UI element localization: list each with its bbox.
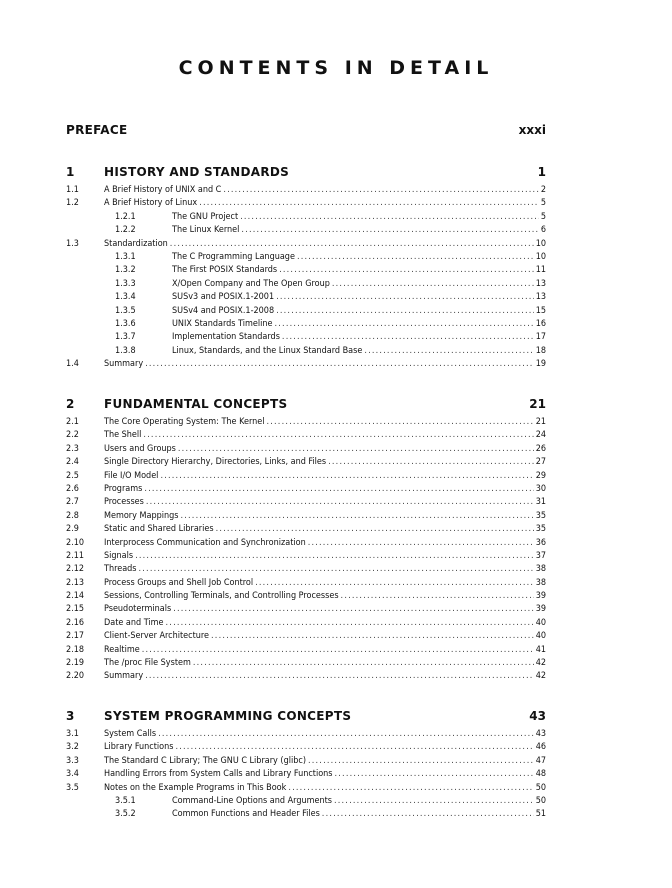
entry-title: Memory Mappings	[104, 510, 179, 521]
entry-number: 2.13	[66, 577, 85, 588]
entry-title: Signals	[104, 550, 134, 561]
chapter-number: 1	[66, 165, 75, 179]
entry-page: 42	[535, 671, 546, 682]
entry-page: 43	[535, 729, 546, 739]
toc-subsection-entry[interactable]	[0, 224, 672, 237]
entry-line	[104, 728, 546, 741]
entry-title: The Standard C Library; The GNU C Library (glibc)	[104, 755, 306, 766]
dot-leader	[266, 416, 533, 429]
chapter-heading[interactable]	[0, 165, 672, 181]
entry-title: The GNU Project	[172, 211, 239, 222]
dot-leader	[297, 251, 534, 264]
entry-page: 29	[535, 470, 546, 481]
entry-line	[172, 345, 546, 358]
entry-page: 21	[535, 417, 546, 427]
entry-page: 27	[535, 457, 546, 468]
entry-page: 38	[535, 564, 546, 575]
entry-page: 36	[535, 537, 546, 548]
toc-subsection-entry[interactable]	[0, 808, 672, 821]
entry-title: X/Open Company and The Open Group	[172, 278, 330, 289]
entry-page: 37	[535, 550, 546, 561]
toc-section-entry[interactable]	[0, 782, 672, 795]
entry-title: Command-Line Options and Arguments	[172, 795, 332, 806]
dot-leader	[146, 496, 534, 509]
entry-line	[104, 563, 546, 576]
toc-subsection-entry[interactable]	[0, 251, 672, 264]
entry-number: 1.3.6	[115, 318, 136, 329]
entry-title: File I/O Model	[104, 470, 159, 481]
entry-line	[172, 808, 546, 821]
entry-line	[172, 305, 546, 318]
entry-page: 48	[535, 769, 546, 780]
entry-number: 2.12	[66, 564, 85, 575]
entry-title: Programs	[104, 483, 143, 494]
entry-title: Linux, Standards, and the Linux Standard Base	[172, 345, 363, 356]
entry-page: 11	[535, 265, 546, 276]
entry-number: 1.2	[66, 198, 79, 209]
entry-line	[104, 550, 546, 563]
entry-page: 38	[535, 577, 546, 588]
entry-line	[104, 358, 546, 371]
chapter-heading[interactable]	[0, 709, 672, 725]
entry-title: Pseudoterminals	[104, 604, 172, 615]
entry-page: 19	[535, 359, 546, 370]
entry-title: A Brief History of UNIX and C	[104, 185, 222, 195]
entry-line	[104, 523, 546, 536]
toc-section-entry[interactable]	[0, 728, 672, 741]
entry-number: 3.2	[66, 742, 79, 753]
entry-title: Processes	[104, 497, 144, 508]
entry-number: 2.20	[66, 671, 85, 682]
entry-page: 13	[535, 292, 546, 303]
dot-leader	[276, 305, 534, 318]
entry-line	[104, 496, 546, 509]
toc-subsection-entry[interactable]	[0, 305, 672, 318]
entry-number: 2.4	[66, 457, 79, 468]
chapter-page: 21	[529, 397, 546, 411]
dot-leader	[178, 443, 534, 456]
entry-line	[104, 755, 546, 768]
entry-line	[172, 224, 546, 237]
entry-number: 3.5	[66, 782, 79, 793]
entry-number: 2.3	[66, 443, 79, 454]
toc-section-entry[interactable]	[0, 590, 672, 603]
entry-number: 2.7	[66, 497, 79, 508]
toc-section-entry[interactable]	[0, 741, 672, 754]
dot-leader	[334, 795, 534, 808]
toc-section-entry[interactable]	[0, 617, 672, 630]
entry-page: 51	[535, 809, 546, 820]
entry-number: 2.16	[66, 617, 85, 628]
dot-leader	[308, 537, 534, 550]
toc-section-entry[interactable]	[0, 496, 672, 509]
entry-page: 6	[540, 225, 546, 236]
entry-line	[104, 537, 546, 550]
entry-number: 1.2.2	[115, 225, 136, 236]
toc-section-entry[interactable]	[0, 603, 672, 616]
entry-title: Handling Errors from System Calls and Library Functions	[104, 769, 333, 780]
entry-line	[104, 470, 546, 483]
dot-leader	[135, 550, 534, 563]
entry-page: 46	[535, 742, 546, 753]
entry-title: UNIX Standards Timeline	[172, 318, 273, 329]
entry-line	[104, 644, 546, 657]
entry-line	[104, 197, 546, 210]
entry-number: 2.9	[66, 524, 79, 535]
dot-leader	[308, 755, 534, 768]
entry-number: 3.4	[66, 769, 79, 780]
entry-page: 30	[535, 483, 546, 494]
entry-number: 1.3.3	[115, 278, 136, 289]
dot-leader	[144, 483, 533, 496]
entry-page: 13	[535, 278, 546, 289]
toc-section-entry[interactable]	[0, 550, 672, 563]
entry-number: 1.3	[66, 238, 79, 249]
dot-leader	[332, 278, 534, 291]
dot-leader	[145, 670, 534, 683]
entry-title: Threads	[104, 564, 137, 575]
entry-number: 2.15	[66, 604, 85, 615]
entry-number: 1.4	[66, 359, 79, 370]
dot-leader	[364, 345, 533, 358]
toc-section-entry[interactable]	[0, 443, 672, 456]
toc-section-entry[interactable]	[0, 184, 672, 197]
dot-leader	[211, 630, 534, 643]
toc-section-entry[interactable]	[0, 657, 672, 670]
toc-entry-list	[0, 184, 672, 371]
entry-title: Common Functions and Header Files	[172, 809, 320, 820]
entry-number: 2.17	[66, 631, 85, 642]
entry-page: 50	[535, 795, 546, 806]
entry-page: 24	[535, 430, 546, 441]
entry-line	[104, 741, 546, 754]
entry-page: 18	[535, 345, 546, 356]
entry-page: 39	[535, 591, 546, 602]
chapter-1-section	[0, 165, 672, 371]
dot-leader	[241, 224, 538, 237]
entry-title: Date and Time	[104, 617, 164, 628]
entry-page: 10	[535, 238, 546, 249]
entry-title: Realtime	[104, 644, 140, 655]
chapter-2-section	[0, 397, 672, 684]
dot-leader	[255, 577, 534, 590]
entry-title: The Core Operating System: The Kernel	[104, 417, 265, 427]
toc-entry-list	[0, 728, 672, 822]
toc-section-entry[interactable]	[0, 429, 672, 442]
chapter-title: SYSTEM PROGRAMMING CONCEPTS	[104, 709, 352, 723]
toc-section-entry[interactable]	[0, 537, 672, 550]
dot-leader	[341, 590, 534, 603]
entry-title: SUSv4 and POSIX.1-2008	[172, 305, 275, 316]
entry-page: 16	[535, 318, 546, 329]
entry-page: 42	[535, 658, 546, 669]
chapter-title: FUNDAMENTAL CONCEPTS	[104, 397, 288, 411]
dot-leader	[143, 429, 533, 442]
entry-title: Summary	[104, 359, 144, 370]
entry-title: The /proc File System	[104, 658, 191, 669]
entry-line	[172, 211, 546, 224]
toc-entry-list	[0, 416, 672, 684]
toc-section-entry[interactable]	[0, 416, 672, 429]
toc-section-entry[interactable]	[0, 470, 672, 483]
toc-section-entry[interactable]	[0, 755, 672, 768]
entry-line	[172, 291, 546, 304]
toc-section-entry[interactable]	[0, 456, 672, 469]
entry-title: The First POSIX Standards	[172, 265, 278, 276]
entry-line	[104, 429, 546, 442]
entry-title: Summary	[104, 671, 144, 682]
entry-page: 41	[535, 644, 546, 655]
chapter-page: 43	[529, 709, 546, 723]
entry-page: 47	[535, 755, 546, 766]
toc-subsection-entry[interactable]	[0, 291, 672, 304]
entry-line	[104, 456, 546, 469]
entry-number: 2.14	[66, 591, 85, 602]
entry-title: SUSv3 and POSIX.1-2001	[172, 292, 275, 303]
dot-leader	[170, 238, 534, 251]
entry-number: 1.1	[66, 185, 79, 195]
dot-leader	[193, 657, 534, 670]
dot-leader	[240, 211, 539, 224]
dot-leader	[166, 617, 534, 630]
entry-page: 50	[535, 782, 546, 793]
toc-section-entry[interactable]	[0, 577, 672, 590]
chapter-number: 3	[66, 709, 75, 723]
dot-leader	[335, 768, 534, 781]
entry-number: 1.3.5	[115, 305, 136, 316]
entry-line	[104, 768, 546, 781]
entry-title: The Linux Kernel	[172, 225, 240, 236]
entry-title: Single Directory Hierarchy, Directories, Links, and Files	[104, 457, 327, 468]
dot-leader	[176, 741, 534, 754]
dot-leader	[180, 510, 533, 523]
entry-number: 2.10	[66, 537, 85, 548]
entry-number: 1.3.8	[115, 345, 136, 356]
toc-section-entry[interactable]	[0, 670, 672, 683]
toc-section-entry[interactable]	[0, 630, 672, 643]
toc-section-entry[interactable]	[0, 358, 672, 371]
entry-number: 2.2	[66, 430, 79, 441]
toc-section-entry[interactable]	[0, 644, 672, 657]
entry-line	[104, 483, 546, 496]
entry-number: 2.19	[66, 658, 85, 669]
toc-section-entry[interactable]	[0, 238, 672, 251]
entry-line	[172, 278, 546, 291]
entry-number: 3.1	[66, 729, 79, 739]
entry-title: The Shell	[104, 430, 142, 441]
toc-subsection-entry[interactable]	[0, 264, 672, 277]
entry-title: Process Groups and Shell Job Control	[104, 577, 254, 588]
entry-line	[104, 416, 546, 429]
preface-page: xxxi	[518, 123, 546, 137]
entry-line	[104, 590, 546, 603]
entry-title: Implementation Standards	[172, 332, 280, 343]
dot-leader	[142, 644, 534, 657]
entry-number: 2.11	[66, 550, 85, 561]
dot-leader	[139, 563, 534, 576]
entry-line	[104, 630, 546, 643]
entry-line	[104, 443, 546, 456]
dot-leader	[279, 264, 534, 277]
entry-title: Static and Shared Libraries	[104, 524, 214, 535]
entry-title: Notes on the Example Programs in This Book	[104, 782, 287, 793]
entry-page: 5	[540, 211, 546, 222]
toc-section-entry[interactable]	[0, 523, 672, 536]
entry-number: 3.3	[66, 755, 79, 766]
dot-leader	[173, 603, 534, 616]
toc-section-entry[interactable]	[0, 197, 672, 210]
entry-number: 3.5.2	[115, 809, 136, 820]
entry-number: 2.5	[66, 470, 79, 481]
entry-line	[104, 577, 546, 590]
toc-subsection-entry[interactable]	[0, 345, 672, 358]
entry-number: 1.3.1	[115, 251, 136, 262]
chapter-heading[interactable]	[0, 397, 672, 413]
entry-title: Users and Groups	[104, 443, 176, 454]
chapter-title: HISTORY AND STANDARDS	[104, 165, 290, 179]
entry-title: The C Programming Language	[172, 251, 295, 262]
entry-number: 1.3.2	[115, 265, 136, 276]
entry-line	[104, 238, 546, 251]
entry-page: 40	[535, 617, 546, 628]
dot-leader	[223, 184, 539, 197]
entry-number: 1.3.7	[115, 332, 136, 343]
entry-page: 10	[535, 251, 546, 262]
entry-page: 39	[535, 604, 546, 615]
entry-line	[104, 603, 546, 616]
entry-line	[104, 782, 546, 795]
entry-page: 35	[535, 524, 546, 535]
dot-leader	[145, 358, 534, 371]
toc-subsection-entry[interactable]	[0, 211, 672, 224]
dot-leader	[288, 782, 533, 795]
entry-line	[104, 670, 546, 683]
toc-section-entry[interactable]	[0, 768, 672, 781]
entry-line	[172, 318, 546, 331]
entry-line	[104, 184, 546, 197]
dot-leader	[282, 331, 534, 344]
toc-subsection-entry[interactable]	[0, 318, 672, 331]
entry-page: 35	[535, 510, 546, 521]
entry-page: 17	[535, 332, 546, 343]
entry-line	[172, 264, 546, 277]
preface-entry[interactable]	[0, 123, 672, 139]
entry-page: 15	[535, 305, 546, 316]
dot-leader	[276, 291, 534, 304]
chapter-number: 2	[66, 397, 75, 411]
entry-line	[172, 795, 546, 808]
toc-section-entry[interactable]	[0, 483, 672, 496]
dot-leader	[160, 470, 533, 483]
entry-line	[104, 510, 546, 523]
entry-title: A Brief History of Linux	[104, 198, 198, 209]
entry-title: Sessions, Controlling Terminals, and Controlling Processes	[104, 591, 339, 602]
entry-number: 2.6	[66, 483, 79, 494]
dot-leader	[158, 728, 534, 741]
entry-number: 2.8	[66, 510, 79, 521]
toc-section-entry[interactable]	[0, 510, 672, 523]
entry-title: System Calls	[104, 729, 157, 739]
entry-page: 2	[540, 185, 546, 195]
toc-subsection-entry[interactable]	[0, 331, 672, 344]
entry-page: 5	[540, 198, 546, 209]
chapter-page: 1	[537, 165, 546, 179]
entry-title: Standardization	[104, 238, 168, 249]
entry-line	[172, 331, 546, 344]
page-title: CONTENTS IN DETAIL	[178, 57, 494, 79]
entry-line	[104, 657, 546, 670]
preface-label: PREFACE	[66, 123, 128, 137]
toc-section-entry[interactable]	[0, 563, 672, 576]
entry-title: Library Functions	[104, 742, 174, 753]
entry-page: 26	[535, 443, 546, 454]
entry-title: Client-Server Architecture	[104, 631, 210, 642]
entry-page: 31	[535, 497, 546, 508]
dot-leader	[322, 808, 534, 821]
entry-number: 1.2.1	[115, 211, 136, 222]
dot-leader	[275, 318, 534, 331]
dot-leader	[328, 456, 534, 469]
toc-subsection-entry[interactable]	[0, 278, 672, 291]
entry-number: 2.1	[66, 417, 79, 427]
entry-line	[104, 617, 546, 630]
dot-leader	[216, 523, 534, 536]
chapter-3-section	[0, 709, 672, 822]
entry-number: 3.5.1	[115, 795, 136, 806]
entry-page: 40	[535, 631, 546, 642]
entry-number: 2.18	[66, 644, 85, 655]
entry-number: 1.3.4	[115, 292, 136, 303]
entry-line	[172, 251, 546, 264]
toc-subsection-entry[interactable]	[0, 795, 672, 808]
entry-title: Interprocess Communication and Synchronization	[104, 537, 306, 548]
dot-leader	[199, 197, 539, 210]
